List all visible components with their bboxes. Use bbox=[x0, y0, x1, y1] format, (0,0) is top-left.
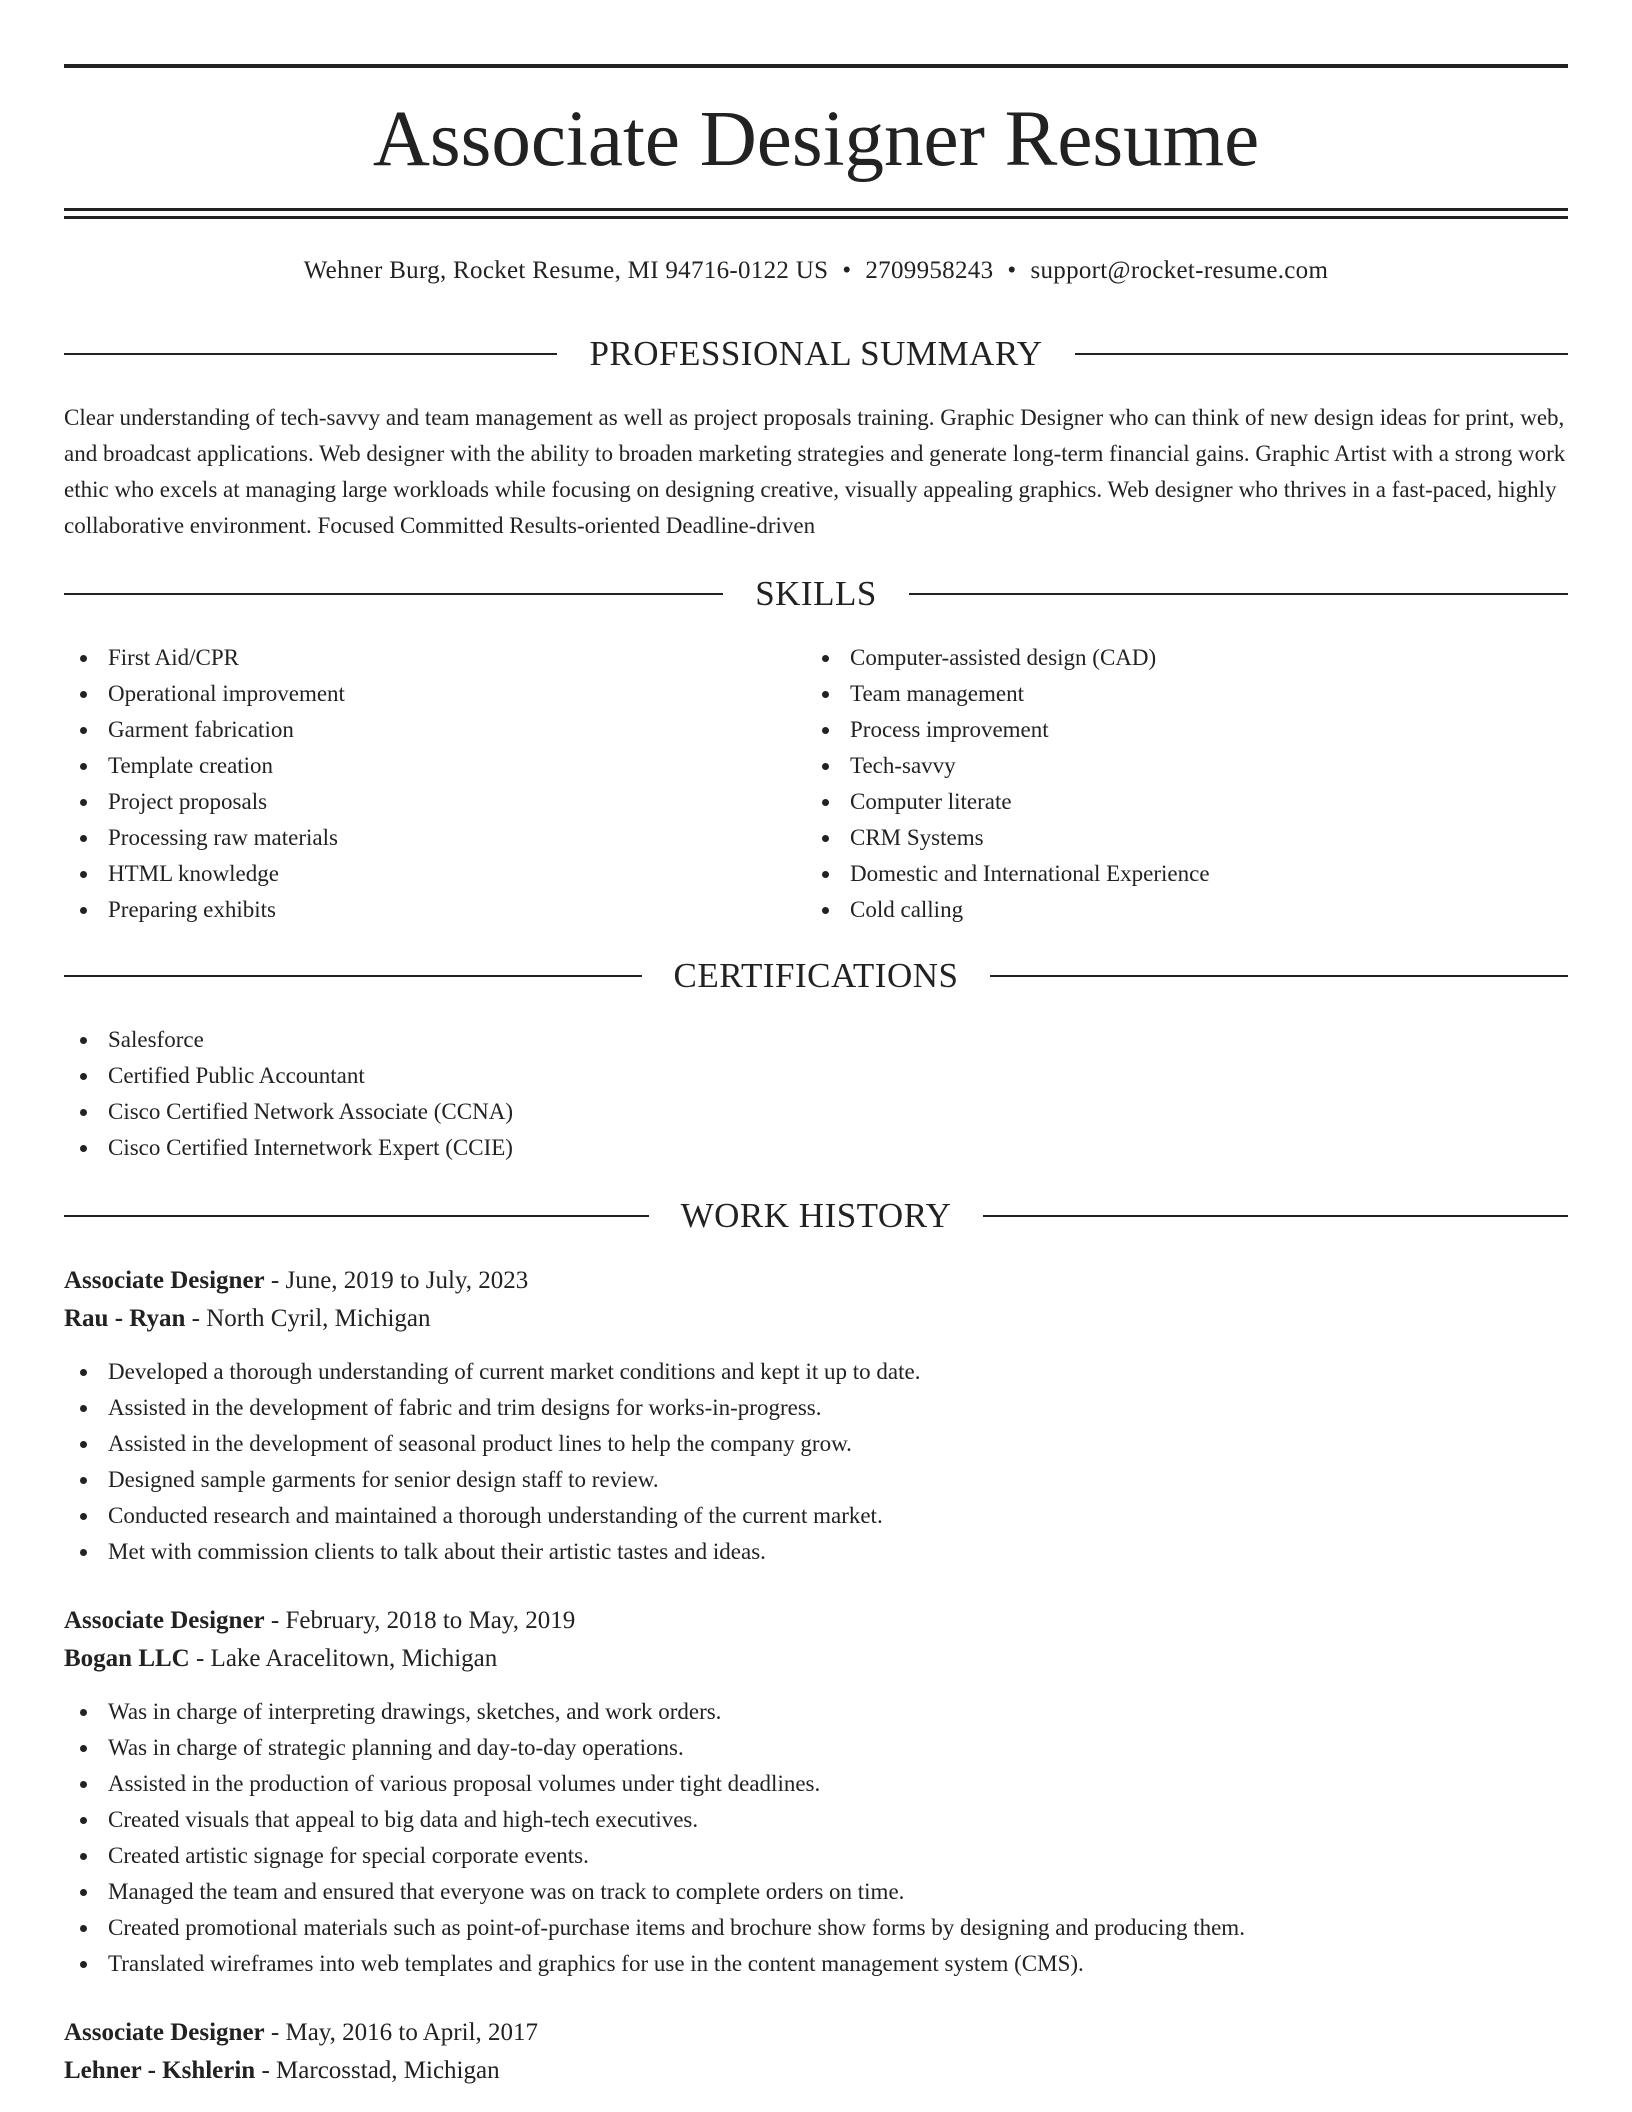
job-dates: - February, 2018 to May, 2019 bbox=[264, 1607, 576, 1634]
skill-item: Processing raw materials bbox=[64, 820, 804, 856]
certifications-heading bbox=[64, 954, 1568, 998]
certifications-list bbox=[64, 1022, 1568, 1166]
job-duties-list bbox=[64, 1354, 1568, 1570]
job-location: - North Cyril, Michigan bbox=[185, 1305, 431, 1332]
certification-item: Cisco Certified Internetwork Expert (CCIE) bbox=[64, 1130, 1568, 1166]
skills-heading-label: SKILLS bbox=[755, 574, 877, 613]
heading-rule-right bbox=[1075, 353, 1568, 355]
skill-item: Cold calling bbox=[806, 892, 1566, 928]
job-title: Associate Designer bbox=[64, 2019, 265, 2046]
skill-item: Team management bbox=[806, 676, 1566, 712]
contact-phone: 2709958243 bbox=[865, 257, 994, 284]
certification-item: Cisco Certified Network Associate (CCNA) bbox=[64, 1094, 1568, 1130]
job-entry bbox=[64, 2014, 1568, 2090]
job-title: Associate Designer bbox=[64, 1607, 265, 1634]
contact-address: Wehner Burg, Rocket Resume, MI 94716-0122 US bbox=[303, 257, 829, 284]
job-duty: Conducted research and maintained a thorough understanding of the current market. bbox=[64, 1498, 1568, 1534]
skill-item: Template creation bbox=[64, 748, 804, 784]
job-duty: Assisted in the development of fabric and trim designs for works-in-progress. bbox=[64, 1390, 1568, 1426]
skills-list-right bbox=[806, 640, 1566, 928]
contact-email: support@rocket-resume.com bbox=[1030, 257, 1329, 284]
job-title-line bbox=[64, 1602, 1568, 1640]
job-company: Lehner - Kshlerin bbox=[64, 2057, 256, 2084]
job-duty: Translated wireframes into web templates and graphics for use in the content management system (CMS). bbox=[64, 1946, 1568, 1982]
heading-rule-left bbox=[64, 593, 723, 595]
job-dates: - June, 2019 to July, 2023 bbox=[264, 1267, 529, 1294]
job-entry bbox=[64, 1602, 1568, 1982]
title-rule-lower bbox=[64, 216, 1568, 219]
work-history-heading-label: WORK HISTORY bbox=[680, 1196, 952, 1235]
job-title: Associate Designer bbox=[64, 1267, 265, 1294]
certification-item: Certified Public Accountant bbox=[64, 1058, 1568, 1094]
skill-item: Garment fabrication bbox=[64, 712, 804, 748]
job-duty: Managed the team and ensured that everyone was on track to complete orders on time. bbox=[64, 1874, 1568, 1910]
heading-rule-right bbox=[990, 975, 1568, 977]
job-dates: - May, 2016 to April, 2017 bbox=[264, 2019, 539, 2046]
job-duty: Was in charge of strategic planning and day-to-day operations. bbox=[64, 1730, 1568, 1766]
heading-rule-left bbox=[64, 1215, 649, 1217]
certifications-heading-label: CERTIFICATIONS bbox=[673, 956, 959, 995]
job-duty: Designed sample garments for senior design staff to review. bbox=[64, 1462, 1568, 1498]
skill-item: Computer-assisted design (CAD) bbox=[806, 640, 1566, 676]
skill-item: Process improvement bbox=[806, 712, 1566, 748]
heading-rule-left bbox=[64, 353, 557, 355]
certification-item: Salesforce bbox=[64, 1022, 1568, 1058]
job-location: - Lake Aracelitown, Michigan bbox=[189, 1645, 498, 1672]
skills-list-left bbox=[64, 640, 804, 928]
job-location: - Marcosstad, Michigan bbox=[255, 2057, 500, 2084]
skill-item: Computer literate bbox=[806, 784, 1566, 820]
skill-item: Tech-savvy bbox=[806, 748, 1566, 784]
job-company-line bbox=[64, 2052, 1568, 2090]
job-duty: Created artistic signage for special corporate events. bbox=[64, 1838, 1568, 1874]
skill-item: Operational improvement bbox=[64, 676, 804, 712]
work-history-heading bbox=[64, 1194, 1568, 1238]
job-duty: Assisted in the development of seasonal product lines to help the company grow. bbox=[64, 1426, 1568, 1462]
job-duty: Assisted in the production of various proposal volumes under tight deadlines. bbox=[64, 1766, 1568, 1802]
job-duties-list bbox=[64, 1694, 1568, 1982]
job-title-line bbox=[64, 2014, 1568, 2052]
skills-heading bbox=[64, 572, 1568, 616]
job-company: Bogan LLC bbox=[64, 1645, 190, 1672]
skill-item: CRM Systems bbox=[806, 820, 1566, 856]
skill-item: First Aid/CPR bbox=[64, 640, 804, 676]
summary-heading bbox=[64, 332, 1568, 376]
skill-item: Preparing exhibits bbox=[64, 892, 804, 928]
job-duty: Was in charge of interpreting drawings, sketches, and work orders. bbox=[64, 1694, 1568, 1730]
job-duty: Created visuals that appeal to big data and high-tech executives. bbox=[64, 1802, 1568, 1838]
job-duty: Created promotional materials such as point-of-purchase items and brochure show forms by designing and producing them. bbox=[64, 1910, 1568, 1946]
contact-separator: • bbox=[1007, 257, 1017, 284]
page-title: Associate Designer Resume bbox=[372, 96, 1260, 183]
job-title-line bbox=[64, 1262, 1568, 1300]
job-company: Rau - Ryan bbox=[64, 1305, 186, 1332]
title-rule-upper bbox=[64, 208, 1568, 211]
summary-heading-label: PROFESSIONAL SUMMARY bbox=[589, 334, 1043, 373]
skill-item: Domestic and International Experience bbox=[806, 856, 1566, 892]
job-duty: Developed a thorough understanding of current market conditions and kept it up to date. bbox=[64, 1354, 1568, 1390]
summary-text: Clear understanding of tech-savvy and team management as well as project proposals training. Graphic Designer who can think of new design ideas for print, web, and broadcast applications. Web designer with the ability to broaden marketing strategies and generate long-term financial gains. Graphic Artist with a strong work ethic who excels at managing large workloads while focusing on designing creative, visually appealing graphics. Web designer who thrives in a fast-paced, highly collaborative environment. Focused Committed Results-oriented Deadline-driven bbox=[64, 405, 1566, 538]
heading-rule-left bbox=[64, 975, 642, 977]
top-rule bbox=[64, 64, 1568, 68]
job-entry bbox=[64, 1262, 1568, 1570]
job-company-line bbox=[64, 1300, 1568, 1338]
skill-item: Project proposals bbox=[64, 784, 804, 820]
skill-item: HTML knowledge bbox=[64, 856, 804, 892]
job-duty: Met with commission clients to talk about their artistic tastes and ideas. bbox=[64, 1534, 1568, 1570]
contact-line bbox=[64, 254, 1568, 288]
contact-separator: • bbox=[842, 257, 852, 284]
heading-rule-right bbox=[983, 1215, 1568, 1217]
job-company-line bbox=[64, 1640, 1568, 1678]
heading-rule-right bbox=[909, 593, 1568, 595]
